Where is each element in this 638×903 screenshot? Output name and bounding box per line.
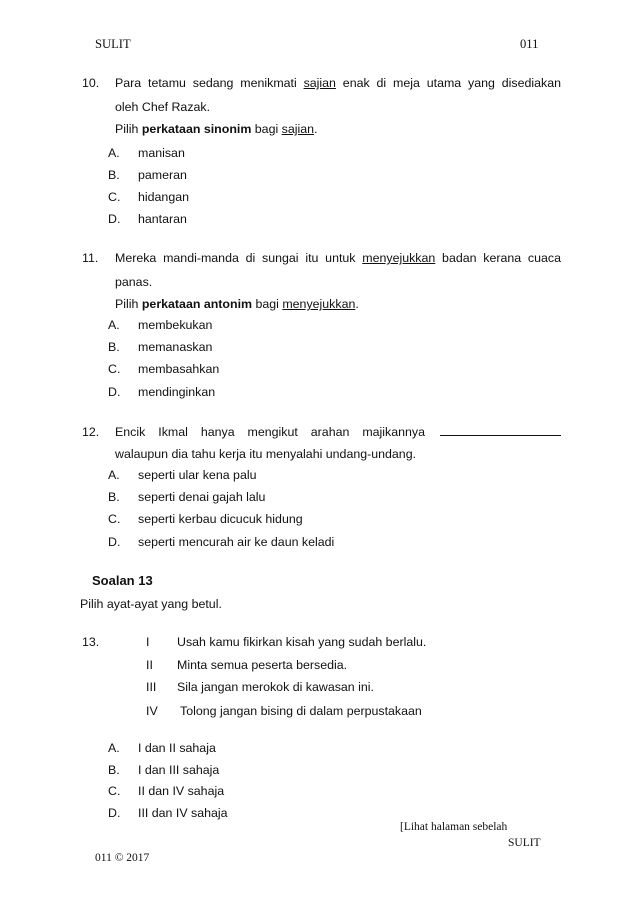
option-a-text: manisan bbox=[138, 146, 185, 160]
statement-roman: IV bbox=[146, 704, 158, 718]
option-b[interactable]: B. bbox=[108, 340, 120, 354]
next-page-note: [Lihat halaman sebelah bbox=[400, 821, 508, 833]
question-number: 13. bbox=[82, 635, 100, 649]
option-d-text: hantaran bbox=[138, 212, 187, 226]
option-d-text: mendinginkan bbox=[138, 385, 216, 399]
header-left: SULIT bbox=[95, 37, 131, 51]
statement-text: Minta semua peserta bersedia. bbox=[177, 658, 348, 672]
option-c-text: II dan IV sahaja bbox=[138, 784, 225, 798]
option-b-text: memanaskan bbox=[138, 340, 213, 354]
answer-blank bbox=[440, 425, 561, 436]
statement-text: Tolong jangan bising di dalam perpustakaan bbox=[180, 704, 422, 718]
option-d[interactable]: D. bbox=[108, 212, 121, 226]
target-word: menyejukkan bbox=[362, 251, 436, 265]
option-b-text: I dan III sahaja bbox=[138, 763, 220, 777]
question-number: 11. bbox=[82, 251, 99, 265]
option-a[interactable]: A. bbox=[108, 468, 120, 482]
option-d-text: seperti mencurah air ke daun keladi bbox=[138, 535, 335, 549]
statement-roman: III bbox=[146, 680, 157, 694]
option-b-text: seperti denai gajah lalu bbox=[138, 490, 266, 504]
option-c[interactable]: C. bbox=[108, 362, 121, 376]
statement-text: Sila jangan merokok di kawasan ini. bbox=[177, 680, 374, 694]
question-number: 10. bbox=[82, 76, 100, 90]
header-right: 011 bbox=[520, 37, 539, 51]
option-d[interactable]: D. bbox=[108, 806, 121, 820]
option-b[interactable]: B. bbox=[108, 763, 120, 777]
question-number: 12. bbox=[82, 425, 100, 439]
option-a-text: membekukan bbox=[138, 318, 213, 332]
question-text-line2: walaupun dia tahu kerja itu menyalahi undang-undang. bbox=[115, 447, 417, 461]
section-instruction: Pilih ayat-ayat yang betul. bbox=[80, 597, 222, 611]
option-a-text: I dan II sahaja bbox=[138, 741, 216, 755]
section-title: Soalan 13 bbox=[92, 573, 153, 588]
question-text-line1: Encik Ikmal hanya mengikut arahan majikannya bbox=[115, 425, 425, 439]
question-instruction: Pilih perkataan sinonim bagi sajian. bbox=[115, 122, 318, 136]
statement-roman: I bbox=[146, 635, 150, 649]
statement-text: Usah kamu fikirkan kisah yang sudah berlalu. bbox=[177, 635, 427, 649]
option-d[interactable]: D. bbox=[108, 535, 121, 549]
question-text-line2: panas. bbox=[115, 275, 153, 289]
option-a[interactable]: A. bbox=[108, 741, 120, 755]
option-b[interactable]: B. bbox=[108, 490, 120, 504]
question-instruction: Pilih perkataan antonim bagi menyejukkan. bbox=[115, 297, 359, 311]
option-c[interactable]: C. bbox=[108, 190, 121, 204]
question-text-line1: Para tetamu sedang menikmati sajian enak di meja utama yang disediakan bbox=[115, 76, 561, 90]
statement-roman: II bbox=[146, 658, 153, 672]
option-a[interactable]: A. bbox=[108, 146, 120, 160]
option-c-text: seperti kerbau dicucuk hidung bbox=[138, 512, 303, 526]
option-c-text: hidangan bbox=[138, 190, 189, 204]
question-text-line1: Mereka mandi-manda di sungai itu untuk menyejukkan badan kerana cuaca bbox=[115, 251, 561, 265]
option-d-text: III dan IV sahaja bbox=[138, 806, 228, 820]
option-b[interactable]: B. bbox=[108, 168, 120, 182]
option-b-text: pameran bbox=[138, 168, 187, 182]
option-c-text: membasahkan bbox=[138, 362, 220, 376]
option-c[interactable]: C. bbox=[108, 512, 121, 526]
option-a[interactable]: A. bbox=[108, 318, 120, 332]
option-a-text: seperti ular kena palu bbox=[138, 468, 257, 482]
footer-code: 011 © 2017 bbox=[95, 852, 150, 864]
question-text-line2: oleh Chef Razak. bbox=[115, 100, 211, 114]
option-d[interactable]: D. bbox=[108, 385, 121, 399]
target-word: sajian bbox=[303, 76, 336, 90]
option-c[interactable]: C. bbox=[108, 784, 121, 798]
footer-sulit: SULIT bbox=[508, 837, 541, 849]
